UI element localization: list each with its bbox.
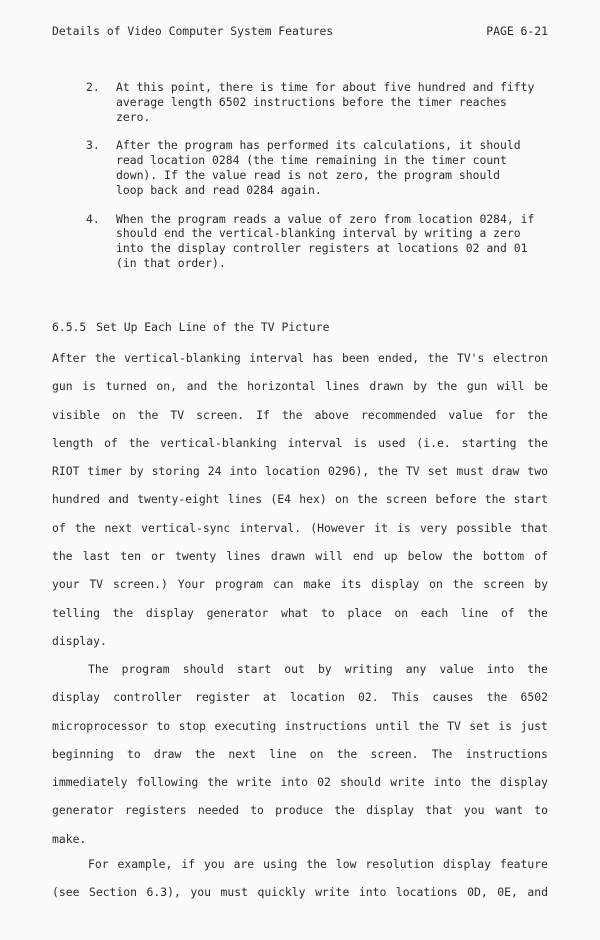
paragraph [52,344,548,655]
page-number: PAGE 6-21 [486,24,548,38]
list-item-number: 3. [86,138,100,153]
text-line: loop back and read 0284 again. [116,182,322,197]
text-line: After the vertical-blanking interval has been ended, the TV's electron [52,351,548,365]
text-line: display. [52,633,107,648]
text-line: (see Section 6.3), you must quickly write into locations 0D, 0E, and [52,885,548,900]
text-line: display controller register at location 02. This causes the 6502 [52,690,548,705]
text-line: the last ten or twenty lines drawn will end up below the bottom of [52,549,548,564]
paragraph [52,655,548,853]
header-title: Details of Video Computer System Features [52,24,334,38]
text-line: For example, if you are using the low resolution display feature [88,857,548,871]
text-line: generator registers needed to produce the display that you want to [52,803,548,818]
text-line: (in that order). [116,255,226,270]
text-line: When the program reads a value of zero from location 0284, if [116,211,535,226]
list-item-text [116,138,548,197]
text-line: average length 6502 instructions before the timer reaches [116,94,507,109]
section-number: 6.5.5 [52,320,87,334]
list-item [86,138,548,197]
text-line: into the display controller registers at locations 02 and 01 [116,241,528,256]
list-item-number: 4. [86,211,100,226]
list-item [86,80,548,124]
list-item-text [116,212,548,271]
text-line: At this point, there is time for about five hundred and fifty [116,80,535,94]
text-line: make. [52,831,87,846]
text-line: immediately following the write into 02 should write into the display [52,775,548,790]
text-line: should end the vertical-blanking interval by writing a zero [116,226,521,241]
text-line: RIOT timer by storing 24 into location 0296), the TV set must draw two [52,464,548,479]
text-line: of the next vertical-sync interval. (However it is very possible that [52,520,548,535]
text-line: telling the display generator what to place on each line of the [52,605,548,620]
text-line: read location 0284 (the time remaining in the timer count [116,153,507,168]
text-line: microprocessor to stop executing instructions until the TV set is just [52,718,548,733]
text-line: length of the vertical-blanking interval is used (i.e. starting the [52,435,548,450]
numbered-list [86,80,548,285]
text-line: visible on the TV screen. If the above recommended value for the [52,407,548,422]
text-line: beginning to draw the next line on the screen. The instructions [52,746,548,761]
text-line: zero. [116,109,151,124]
list-item [86,212,548,271]
list-item-number: 2. [86,80,100,94]
list-item-text [116,80,548,124]
paragraph [52,850,548,907]
text-line: gun is turned on, and the horizontal lines drawn by the gun will be [52,379,548,394]
section-heading [52,320,329,334]
text-line: After the program has performed its calculations, it should [116,138,521,153]
text-line: hundred and twenty-eight lines (E4 hex) on the screen before the start [52,492,548,507]
text-line: down). If the value read is not zero, the program should [116,167,501,182]
text-line: The program should start out by writing any value into the [88,662,548,676]
text-line: your TV screen.) Your program can make its display on the screen by [52,577,548,592]
section-title: Set Up Each Line of the TV Picture [96,320,330,334]
page-header [52,24,548,40]
